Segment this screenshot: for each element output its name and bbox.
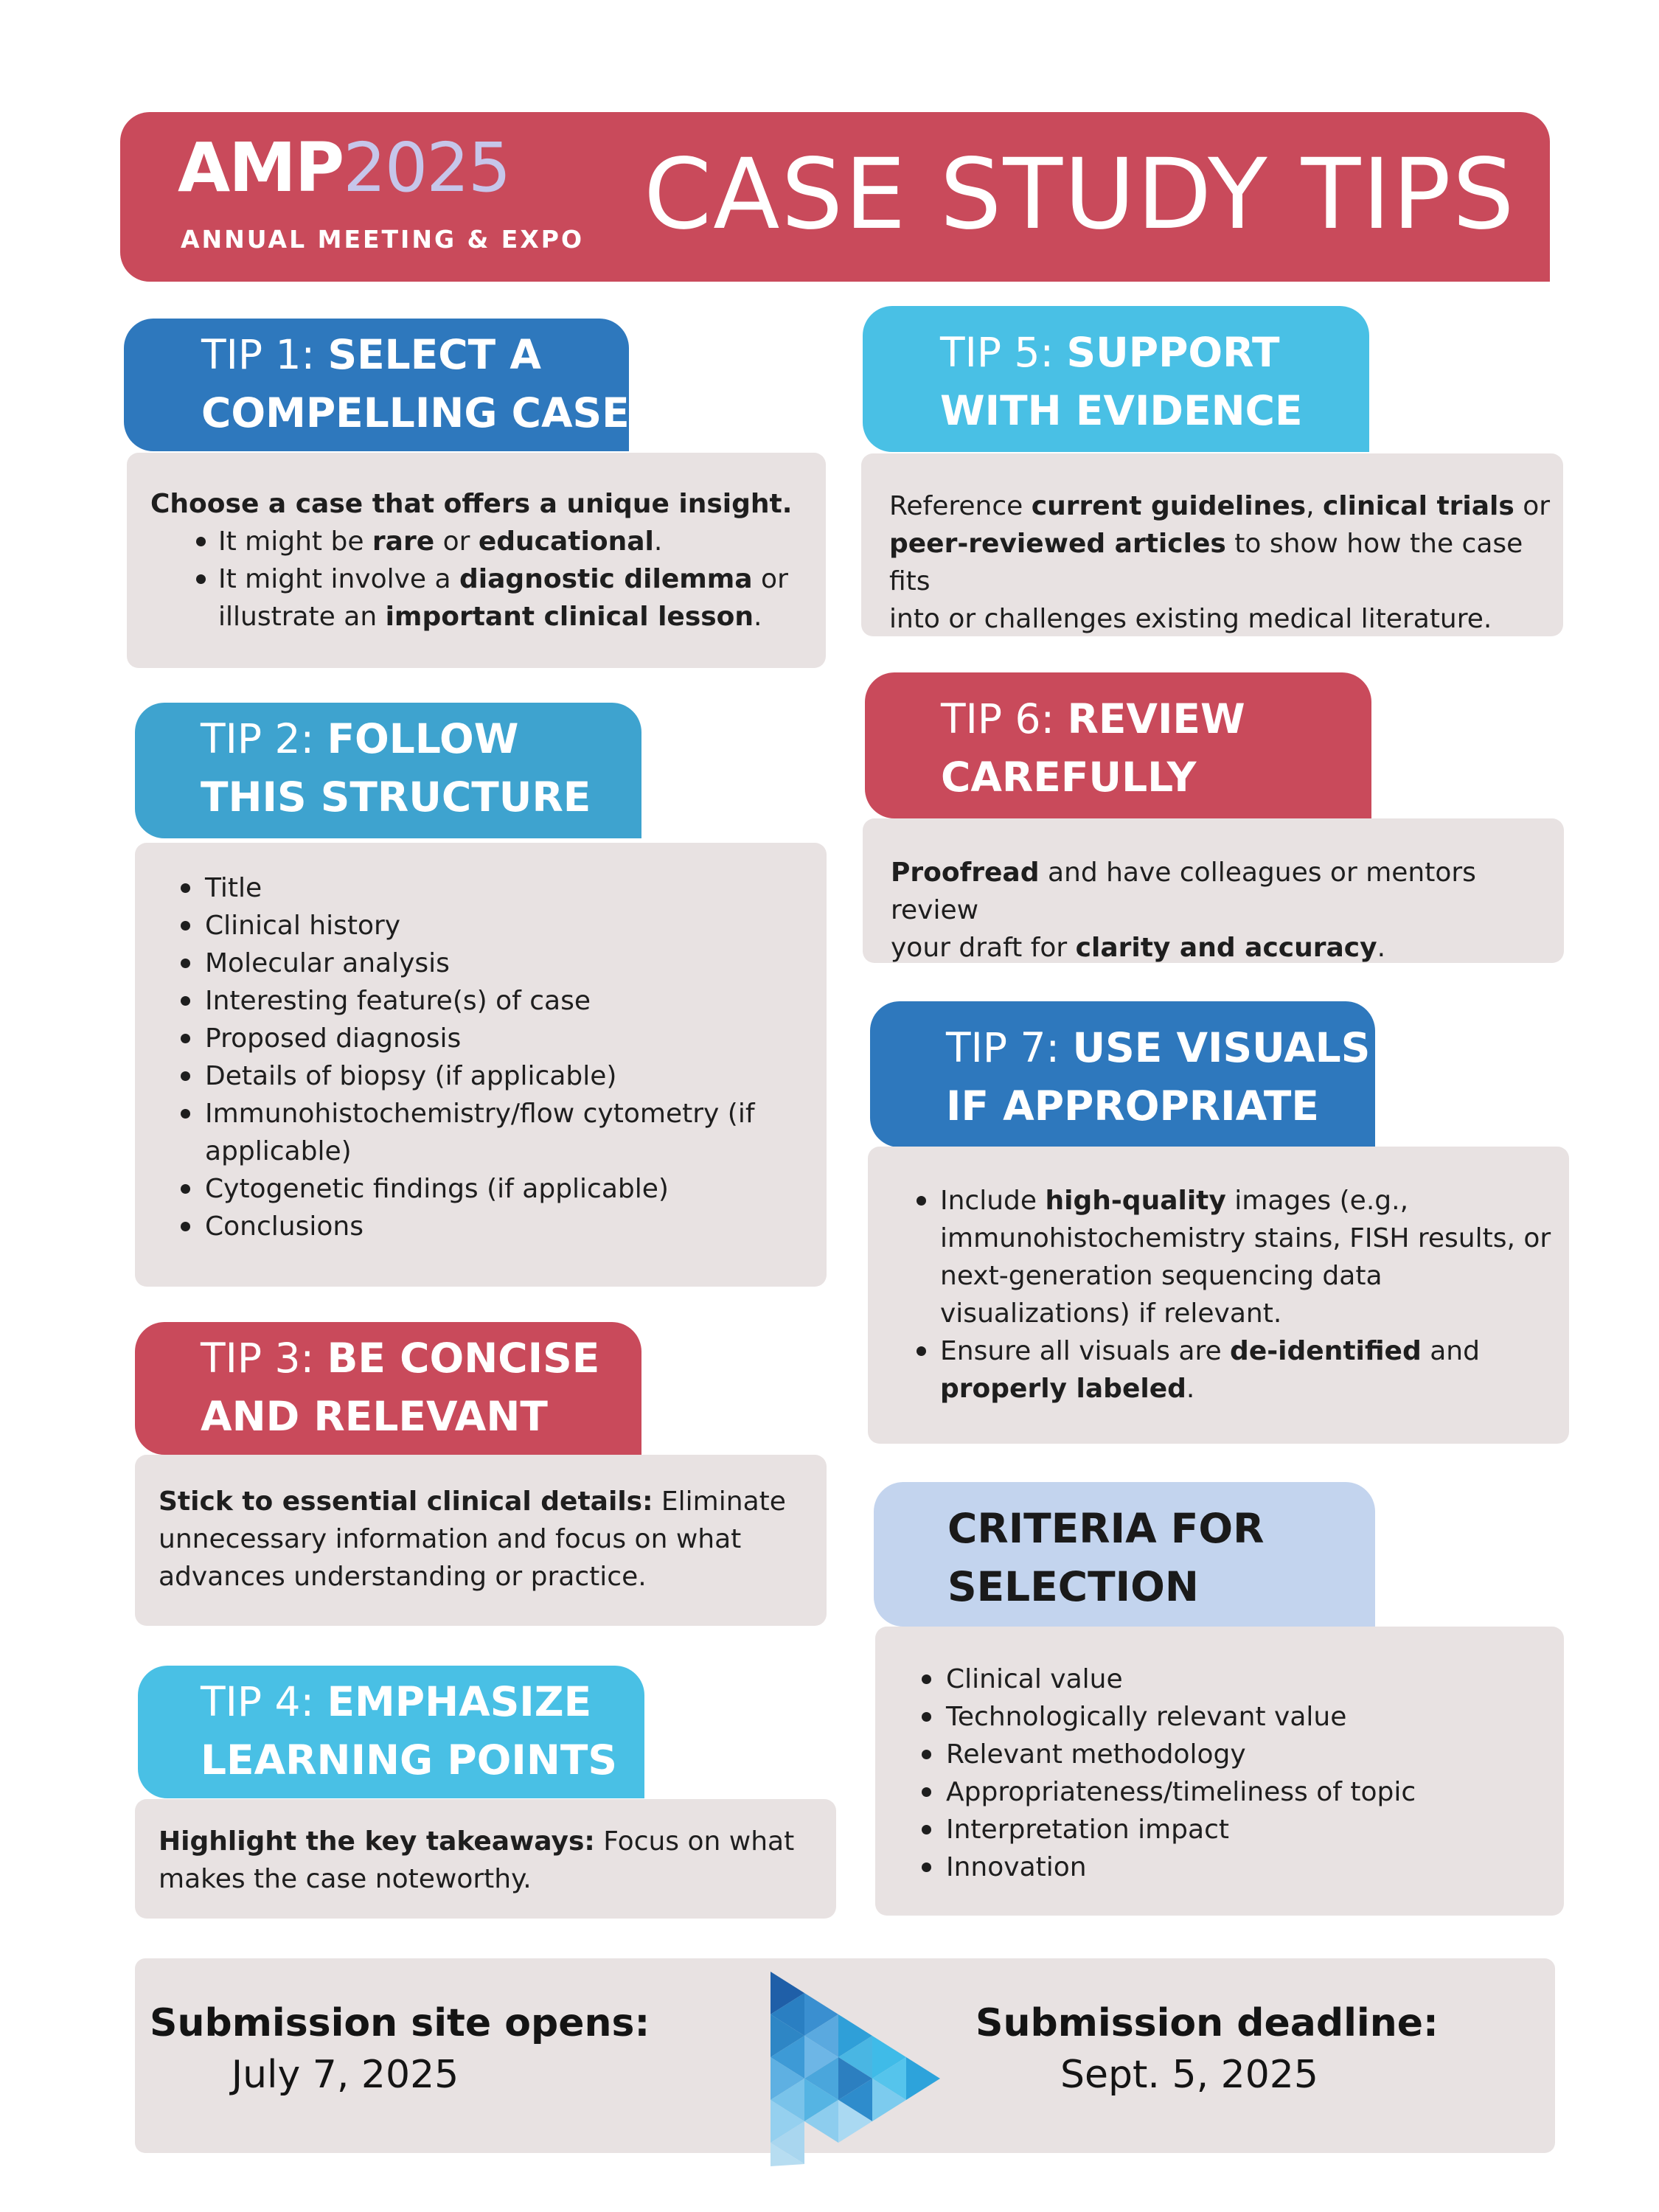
tip7-title-line2: IF APPROPRIATE bbox=[946, 1082, 1319, 1130]
criteria-header bbox=[874, 1482, 1375, 1627]
submission-opens-label: Submission site opens: bbox=[150, 2001, 650, 2045]
play-triangle-icon bbox=[771, 1972, 940, 2166]
criteria-title-line1: CRITERIA FOR bbox=[947, 1505, 1265, 1552]
tip4-box bbox=[135, 1799, 836, 1919]
tip6-box bbox=[863, 818, 1564, 963]
tip1-title-line2: COMPELLING CASE bbox=[201, 389, 630, 437]
tip1-header bbox=[124, 319, 629, 451]
tip7-title-line1: USE VISUALS bbox=[1072, 1024, 1371, 1071]
page-title: CASE STUDY TIPS bbox=[644, 138, 1516, 251]
tip2-list-item: Immunohistochemistry/flow cytometry (if bbox=[205, 1095, 827, 1133]
tip4-title-line2: LEARNING POINTS bbox=[201, 1736, 618, 1784]
tip2-title-line2: THIS STRUCTURE bbox=[201, 773, 591, 821]
tip2-list-item: Molecular analysis bbox=[205, 945, 827, 982]
tip5-title-line1: SUPPORT bbox=[1066, 329, 1280, 376]
criteria-list-item: Interpretation impact bbox=[946, 1811, 1564, 1848]
tip3-line2: unnecessary information and focus on what bbox=[159, 1524, 742, 1554]
criteria-list-item: Clinical value bbox=[946, 1660, 1564, 1698]
tip5-box bbox=[861, 453, 1563, 636]
tip2-title-line1: FOLLOW bbox=[327, 715, 519, 762]
tip7-box bbox=[868, 1147, 1569, 1444]
tip2-list-item: applicable) bbox=[205, 1136, 352, 1166]
tip2-list-item: Conclusions bbox=[205, 1208, 827, 1245]
tip2-list-item: Title bbox=[205, 869, 827, 907]
tip2-box bbox=[135, 843, 827, 1287]
tip2-list-item: Interesting feature(s) of case bbox=[205, 982, 827, 1020]
tip7-bullet-2: Ensure all visuals are de-identified and properly labeled. bbox=[940, 1332, 1569, 1408]
tip6-prefix: TIP 6: bbox=[941, 695, 1054, 742]
criteria-list-item: Technologically relevant value bbox=[946, 1698, 1564, 1736]
tip4-header bbox=[138, 1666, 644, 1798]
tip1-box bbox=[127, 453, 826, 668]
criteria-list-item: Relevant methodology bbox=[946, 1736, 1564, 1773]
tip2-list-item: Proposed diagnosis bbox=[205, 1020, 827, 1057]
tip1-title-line1: SELECT A bbox=[327, 331, 541, 378]
tip4-prefix: TIP 4: bbox=[201, 1678, 314, 1725]
tip5-prefix: TIP 5: bbox=[940, 329, 1054, 376]
tip4-line1: Highlight the key takeaways: Focus on what bbox=[159, 1826, 795, 1857]
criteria-box bbox=[875, 1627, 1564, 1916]
tip5-line2: peer-reviewed articles to show how the case fits bbox=[889, 529, 1523, 597]
tip3-box bbox=[135, 1455, 827, 1626]
tip3-header bbox=[135, 1322, 641, 1455]
tip2-prefix: TIP 2: bbox=[201, 715, 314, 762]
logo-main: AMP bbox=[178, 128, 344, 207]
tip5-title-line2: WITH EVIDENCE bbox=[940, 387, 1303, 434]
criteria-list-item: Appropriateness/timeliness of topic bbox=[946, 1773, 1564, 1811]
tip5-line3: into or challenges existing medical literature. bbox=[889, 604, 1492, 634]
tip3-title-line1: BE CONCISE bbox=[327, 1335, 600, 1382]
tip5-line1: Reference current guidelines, clinical trials or bbox=[889, 491, 1551, 521]
logo-subtitle: ANNUAL MEETING & EXPO bbox=[181, 225, 585, 254]
header-banner bbox=[120, 112, 1550, 282]
tip2-header bbox=[135, 703, 641, 838]
logo-year: 2025 bbox=[343, 128, 510, 207]
tip3-prefix: TIP 3: bbox=[201, 1335, 314, 1382]
tip5-header bbox=[863, 306, 1369, 452]
tip4-title-line1: EMPHASIZE bbox=[327, 1678, 592, 1725]
tip7-bullet-1: Include high-quality images (e.g., immunohistochemistry stains, FISH results, or next-generation sequencing data visualizations) if relevant. bbox=[940, 1182, 1569, 1332]
tip1-intro: Choose a case that offers a unique insight. bbox=[150, 489, 793, 519]
submission-deadline-label: Submission deadline: bbox=[975, 2001, 1439, 2045]
tip4-line2: makes the case noteworthy. bbox=[159, 1864, 532, 1894]
tip6-header bbox=[865, 672, 1371, 818]
tip6-title-line1: REVIEW bbox=[1067, 695, 1245, 742]
tip6-line1: Proofread and have colleagues or mentors review bbox=[891, 858, 1476, 925]
tip3-title-line2: AND RELEVANT bbox=[201, 1393, 548, 1440]
tip6-title-line2: CAREFULLY bbox=[941, 754, 1197, 801]
tip1-prefix: TIP 1: bbox=[201, 331, 315, 378]
submission-footer bbox=[135, 1958, 1555, 2153]
tip2-list-item: Cytogenetic findings (if applicable) bbox=[205, 1170, 827, 1208]
tip3-line1: Stick to essential clinical details: Eliminate bbox=[159, 1486, 786, 1517]
amp-logo bbox=[178, 128, 510, 207]
tip3-line3: advances understanding or practice. bbox=[159, 1562, 647, 1592]
tip2-list-item: Details of biopsy (if applicable) bbox=[205, 1057, 827, 1095]
tip2-list-item: Clinical history bbox=[205, 907, 827, 945]
tip6-line2: your draft for clarity and accuracy. bbox=[891, 933, 1386, 963]
submission-deadline-date: Sept. 5, 2025 bbox=[1060, 2053, 1318, 2097]
tip1-bullet-1: It might be rare or educational. bbox=[218, 523, 826, 560]
criteria-title-line2: SELECTION bbox=[947, 1563, 1199, 1610]
tip1-bullet-2: It might involve a diagnostic dilemma or illustrate an important clinical lesson. bbox=[218, 560, 826, 636]
tip7-header bbox=[870, 1001, 1375, 1147]
criteria-list-item: Innovation bbox=[946, 1848, 1564, 1886]
submission-opens-date: July 7, 2025 bbox=[231, 2053, 459, 2097]
tip7-prefix: TIP 7: bbox=[946, 1024, 1060, 1071]
